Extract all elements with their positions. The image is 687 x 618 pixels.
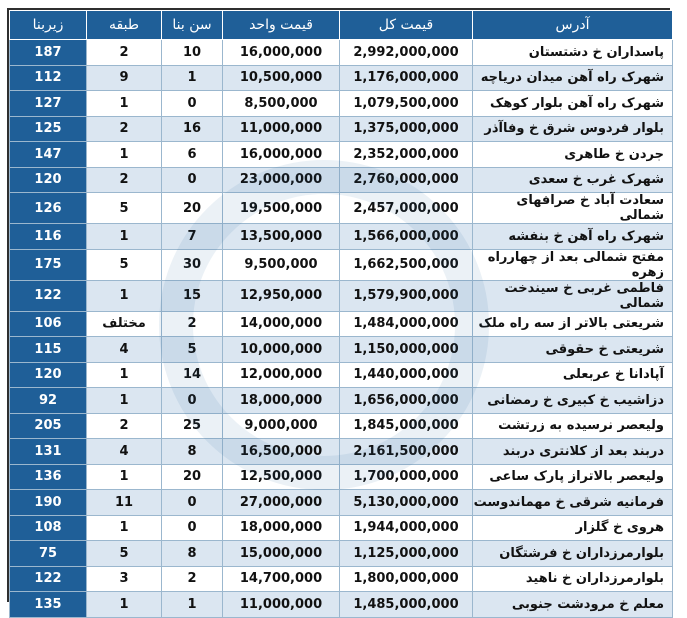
cell-address: ولیعصر نرسیده به زرتشت (473, 413, 673, 439)
cell-age: 8 (162, 439, 223, 465)
cell-age: 15 (162, 280, 223, 311)
cell-unit-price: 19,500,000 (223, 193, 340, 224)
cell-total-price: 1,125,000,000 (340, 541, 473, 567)
cell-total-price: 2,760,000,000 (340, 167, 473, 193)
cell-area: 122 (10, 566, 87, 592)
cell-unit-price: 23,000,000 (223, 167, 340, 193)
cell-area: 120 (10, 362, 87, 388)
cell-area: 131 (10, 439, 87, 465)
cell-age: 0 (162, 388, 223, 414)
cell-floor: 5 (87, 541, 162, 567)
cell-age: 30 (162, 249, 223, 280)
cell-total-price: 1,845,000,000 (340, 413, 473, 439)
table-row (10, 224, 673, 250)
table-row (10, 388, 673, 414)
header-total-price: قیمت کل (340, 11, 473, 40)
cell-area: 175 (10, 249, 87, 280)
cell-floor: 4 (87, 439, 162, 465)
cell-total-price: 1,375,000,000 (340, 116, 473, 142)
cell-floor: 5 (87, 193, 162, 224)
cell-area: 106 (10, 311, 87, 337)
cell-address: شریعتی بالاتر از سه راه ملک (473, 311, 673, 337)
cell-address: بلوارمرزداران خ ناهید (473, 566, 673, 592)
cell-address: فاطمی غربی خ سیندخت شمالی (473, 280, 673, 311)
cell-total-price: 1,662,500,000 (340, 249, 473, 280)
table-header-row (10, 11, 673, 40)
cell-floor: مختلف (87, 311, 162, 337)
cell-address: شهرک راه آهن بلوار کوهک (473, 91, 673, 117)
cell-area: 187 (10, 40, 87, 66)
cell-floor: 9 (87, 65, 162, 91)
housing-price-table (9, 10, 673, 618)
cell-area: 75 (10, 541, 87, 567)
table-row (10, 311, 673, 337)
cell-total-price: 1,656,000,000 (340, 388, 473, 414)
cell-age: 2 (162, 311, 223, 337)
cell-address: مفتح شمالی بعد از چهارراه زهره (473, 249, 673, 280)
table-row (10, 439, 673, 465)
cell-floor: 11 (87, 490, 162, 516)
cell-total-price: 5,130,000,000 (340, 490, 473, 516)
cell-total-price: 2,161,500,000 (340, 439, 473, 465)
table-row (10, 592, 673, 618)
cell-area: 205 (10, 413, 87, 439)
header-area: زیربنا (10, 11, 87, 40)
cell-address: شهرک راه آهن خ بنفشه (473, 224, 673, 250)
cell-unit-price: 11,000,000 (223, 116, 340, 142)
cell-floor: 1 (87, 142, 162, 168)
cell-age: 0 (162, 490, 223, 516)
cell-floor: 5 (87, 249, 162, 280)
cell-address: جردن خ طاهری (473, 142, 673, 168)
cell-floor: 1 (87, 388, 162, 414)
cell-unit-price: 9,000,000 (223, 413, 340, 439)
table-row (10, 40, 673, 66)
cell-age: 1 (162, 65, 223, 91)
cell-area: 125 (10, 116, 87, 142)
cell-area: 108 (10, 515, 87, 541)
table-row (10, 280, 673, 311)
cell-age: 7 (162, 224, 223, 250)
cell-unit-price: 10,500,000 (223, 65, 340, 91)
cell-area: 122 (10, 280, 87, 311)
header-age: سن بنا (162, 11, 223, 40)
cell-unit-price: 18,000,000 (223, 515, 340, 541)
cell-address: آپادانا خ عربعلی (473, 362, 673, 388)
cell-total-price: 1,800,000,000 (340, 566, 473, 592)
cell-unit-price: 16,500,000 (223, 439, 340, 465)
cell-unit-price: 14,000,000 (223, 311, 340, 337)
cell-address: پاسداران خ دشتستان (473, 40, 673, 66)
cell-age: 2 (162, 566, 223, 592)
cell-unit-price: 13,500,000 (223, 224, 340, 250)
cell-age: 14 (162, 362, 223, 388)
cell-total-price: 1,944,000,000 (340, 515, 473, 541)
cell-total-price: 1,176,000,000 (340, 65, 473, 91)
table-row (10, 362, 673, 388)
cell-total-price: 2,352,000,000 (340, 142, 473, 168)
cell-unit-price: 18,000,000 (223, 388, 340, 414)
cell-address: فرمانیه شرقی خ مهماندوست (473, 490, 673, 516)
cell-address: هروی خ گلزار (473, 515, 673, 541)
table-row (10, 337, 673, 363)
cell-address: دزاشیب خ کبیری خ رمضانی (473, 388, 673, 414)
header-unit-price: قیمت واحد (223, 11, 340, 40)
cell-unit-price: 12,500,000 (223, 464, 340, 490)
cell-area: 116 (10, 224, 87, 250)
table-row (10, 541, 673, 567)
cell-address: ولیعصر بالاتراز پارک ساعی (473, 464, 673, 490)
cell-unit-price: 16,000,000 (223, 40, 340, 66)
cell-unit-price: 8,500,000 (223, 91, 340, 117)
cell-area: 127 (10, 91, 87, 117)
cell-age: 16 (162, 116, 223, 142)
cell-area: 147 (10, 142, 87, 168)
cell-age: 20 (162, 193, 223, 224)
table-row (10, 65, 673, 91)
cell-address: بلوار فردوس شرق خ وفاآذر (473, 116, 673, 142)
cell-unit-price: 27,000,000 (223, 490, 340, 516)
cell-total-price: 1,484,000,000 (340, 311, 473, 337)
cell-area: 120 (10, 167, 87, 193)
cell-total-price: 1,485,000,000 (340, 592, 473, 618)
table-row (10, 566, 673, 592)
cell-age: 0 (162, 167, 223, 193)
cell-address: سعادت آباد خ صرافهای شمالی (473, 193, 673, 224)
cell-area: 115 (10, 337, 87, 363)
cell-floor: 4 (87, 337, 162, 363)
cell-floor: 1 (87, 280, 162, 311)
cell-floor: 2 (87, 40, 162, 66)
cell-area: 136 (10, 464, 87, 490)
cell-floor: 1 (87, 224, 162, 250)
table-row (10, 116, 673, 142)
cell-area: 92 (10, 388, 87, 414)
table-row (10, 490, 673, 516)
cell-age: 1 (162, 592, 223, 618)
table-row (10, 464, 673, 490)
cell-age: 8 (162, 541, 223, 567)
cell-total-price: 1,440,000,000 (340, 362, 473, 388)
cell-area: 126 (10, 193, 87, 224)
cell-unit-price: 16,000,000 (223, 142, 340, 168)
cell-floor: 1 (87, 515, 162, 541)
table-row (10, 413, 673, 439)
cell-area: 112 (10, 65, 87, 91)
cell-total-price: 1,700,000,000 (340, 464, 473, 490)
cell-address: معلم خ مرودشت جنوبی (473, 592, 673, 618)
header-address: آدرس (473, 11, 673, 40)
cell-address: دربند بعد از کلانتری دربند (473, 439, 673, 465)
cell-address: شهرک راه آهن میدان دریاچه (473, 65, 673, 91)
cell-unit-price: 12,950,000 (223, 280, 340, 311)
cell-unit-price: 11,000,000 (223, 592, 340, 618)
cell-age: 0 (162, 515, 223, 541)
table-row (10, 515, 673, 541)
cell-total-price: 1,566,000,000 (340, 224, 473, 250)
cell-age: 6 (162, 142, 223, 168)
cell-unit-price: 14,700,000 (223, 566, 340, 592)
price-table-frame (7, 8, 670, 612)
cell-total-price: 2,457,000,000 (340, 193, 473, 224)
cell-floor: 3 (87, 566, 162, 592)
cell-floor: 2 (87, 413, 162, 439)
cell-address: شهرک غرب خ سعدی (473, 167, 673, 193)
cell-age: 0 (162, 91, 223, 117)
cell-floor: 1 (87, 362, 162, 388)
table-row (10, 142, 673, 168)
cell-total-price: 1,150,000,000 (340, 337, 473, 363)
cell-floor: 2 (87, 167, 162, 193)
cell-area: 190 (10, 490, 87, 516)
table-row (10, 193, 673, 224)
header-floor: طبقه (87, 11, 162, 40)
cell-age: 5 (162, 337, 223, 363)
cell-floor: 1 (87, 91, 162, 117)
cell-area: 135 (10, 592, 87, 618)
cell-floor: 1 (87, 592, 162, 618)
cell-age: 10 (162, 40, 223, 66)
cell-age: 20 (162, 464, 223, 490)
cell-floor: 2 (87, 116, 162, 142)
cell-unit-price: 9,500,000 (223, 249, 340, 280)
cell-unit-price: 15,000,000 (223, 541, 340, 567)
table-row (10, 91, 673, 117)
cell-total-price: 1,579,900,000 (340, 280, 473, 311)
cell-address: بلوارمرزداران خ فرشتگان (473, 541, 673, 567)
cell-age: 25 (162, 413, 223, 439)
table-body (10, 40, 673, 618)
cell-total-price: 2,992,000,000 (340, 40, 473, 66)
cell-unit-price: 12,000,000 (223, 362, 340, 388)
table-row (10, 249, 673, 280)
cell-total-price: 1,079,500,000 (340, 91, 473, 117)
cell-unit-price: 10,000,000 (223, 337, 340, 363)
cell-floor: 1 (87, 464, 162, 490)
table-row (10, 167, 673, 193)
cell-address: شریعتی خ حقوقی (473, 337, 673, 363)
